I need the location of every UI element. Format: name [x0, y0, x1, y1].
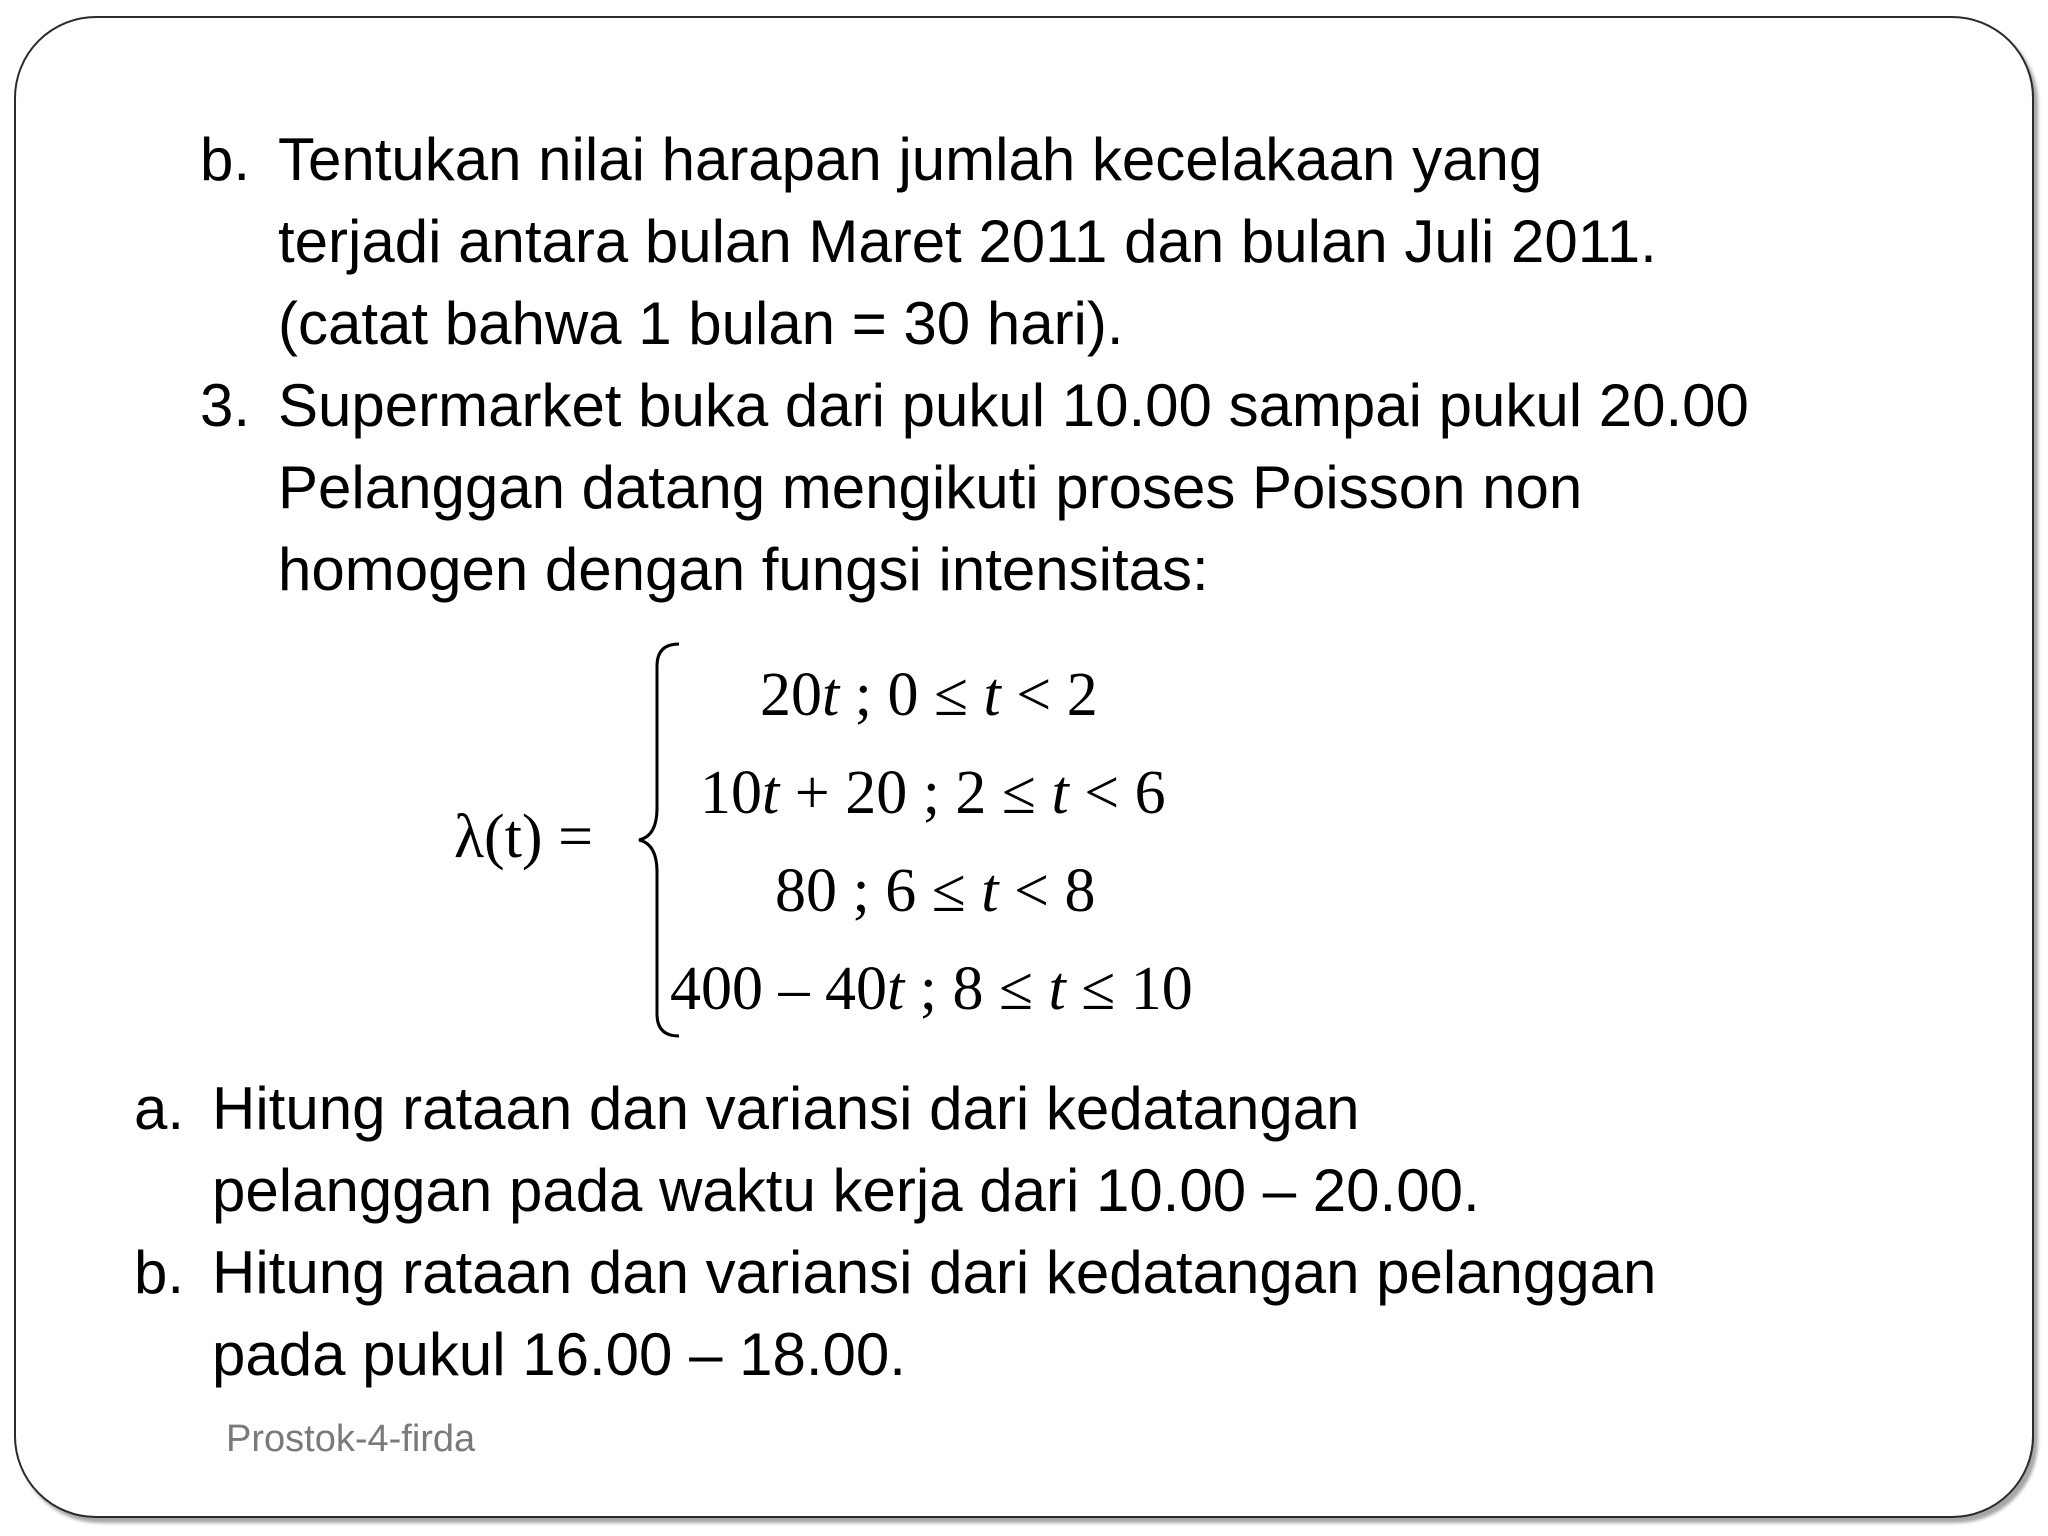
text-line: Hitung rataan dan variansi dari kedatangan — [212, 1075, 1360, 1142]
list-item-a-mean-variance-workday — [134, 1068, 1480, 1232]
list-marker: b. — [134, 1239, 185, 1306]
text-line: Supermarket buka dari pukul 10.00 sampai pukul 20.00 — [278, 372, 1749, 439]
text-line: (catat bahwa 1 bulan = 30 hari). — [278, 290, 1124, 357]
formula-case-4: 400 – 40t ; 8 ≤ t ≤ 10 — [670, 955, 1193, 1023]
text-line: Tentukan nilai harapan jumlah kecelakaan yang — [278, 126, 1543, 193]
text-line: Hitung rataan dan variansi dari kedatangan pelanggan — [212, 1239, 1657, 1306]
list-item-b-mean-variance-afternoon — [134, 1232, 1656, 1396]
list-marker: 3. — [200, 372, 251, 439]
text-line: Pelanggan datang mengikuti proses Poisson non — [278, 454, 1583, 521]
formula-case-2: 10t + 20 ; 2 ≤ t < 6 — [700, 759, 1166, 827]
list-marker: a. — [134, 1075, 185, 1142]
formula-case-3: 80 ; 6 ≤ t < 8 — [775, 857, 1096, 925]
formula-lhs: λ(t) = — [454, 803, 594, 871]
text-line: pelanggan pada waktu kerja dari 10.00 – 20.00. — [212, 1157, 1480, 1224]
list-item-3-supermarket — [200, 365, 1749, 611]
slide-footer: Prostok-4-firda — [226, 1418, 476, 1460]
text-line: pada pukul 16.00 – 18.00. — [212, 1321, 906, 1388]
intensity-function-formula — [440, 640, 1260, 1040]
list-item-b-expected-accidents — [200, 119, 1657, 365]
text-line: homogen dengan fungsi intensitas: — [278, 536, 1209, 603]
text-line: terjadi antara bulan Maret 2011 dan bulan Juli 2011. — [278, 208, 1657, 275]
list-marker: b. — [200, 126, 251, 193]
formula-case-1: 20t ; 0 ≤ t < 2 — [760, 661, 1098, 729]
